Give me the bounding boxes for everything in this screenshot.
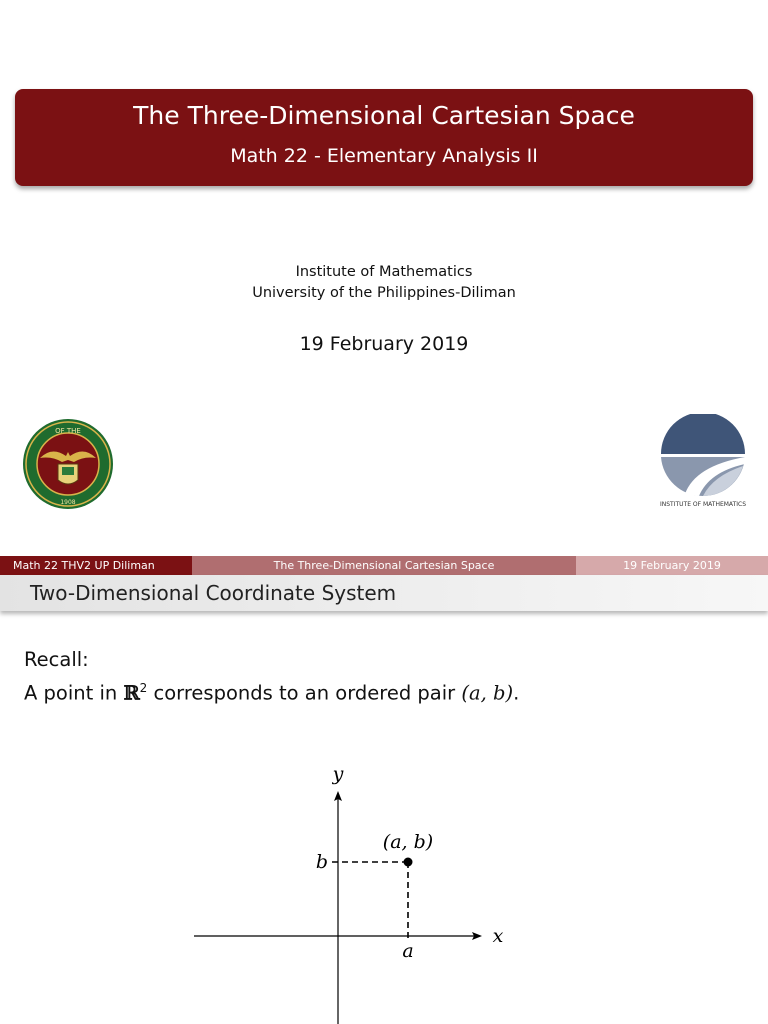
footer-title: The Three-Dimensional Cartesian Space <box>192 556 576 575</box>
statement-prefix: A point in <box>24 681 124 705</box>
university-name: University of the Philippines-Diliman <box>252 285 516 301</box>
statement-middle: corresponds to an ordered pair <box>147 681 462 705</box>
recall-statement <box>24 674 519 708</box>
institute-of-mathematics-logo <box>655 414 751 510</box>
seal-year: 1908 <box>60 499 76 506</box>
slide-title: The Three-Dimensional Cartesian Space <box>133 101 635 130</box>
institution-block <box>0 262 768 304</box>
slide-subtitle: Math 22 - Elementary Analysis II <box>230 145 538 167</box>
real-space-symbol: ℝ <box>123 681 140 705</box>
recall-label: Recall: <box>24 648 89 671</box>
up-seal-logo <box>22 418 114 510</box>
footer-course: Math 22 THV2 UP Diliman <box>0 556 192 575</box>
frame-title-bar <box>0 575 768 611</box>
recall-text <box>24 645 519 708</box>
coordinate-diagram <box>0 740 768 1024</box>
title-box <box>15 89 753 186</box>
beamer-footer <box>0 556 768 575</box>
footer-date: 19 February 2019 <box>576 556 768 575</box>
institute-logo-caption: INSTITUTE OF MATHEMATICS <box>659 501 747 508</box>
statement-end: . <box>513 681 520 705</box>
point-ab <box>404 858 413 867</box>
seal-text-top: OF THE <box>55 427 81 435</box>
ordered-pair: (a, b) <box>461 681 514 705</box>
point-label: (a, b) <box>382 831 434 853</box>
institute-name: Institute of Mathematics <box>295 264 473 280</box>
frame-title: Two-Dimensional Coordinate System <box>30 581 397 605</box>
y-axis-label: y <box>332 763 344 785</box>
b-tick-label: b <box>315 851 329 873</box>
space-exponent: 2 <box>139 681 148 695</box>
a-tick-label: a <box>402 940 414 962</box>
presentation-date: 19 February 2019 <box>299 333 469 355</box>
x-axis-label: x <box>492 925 504 947</box>
